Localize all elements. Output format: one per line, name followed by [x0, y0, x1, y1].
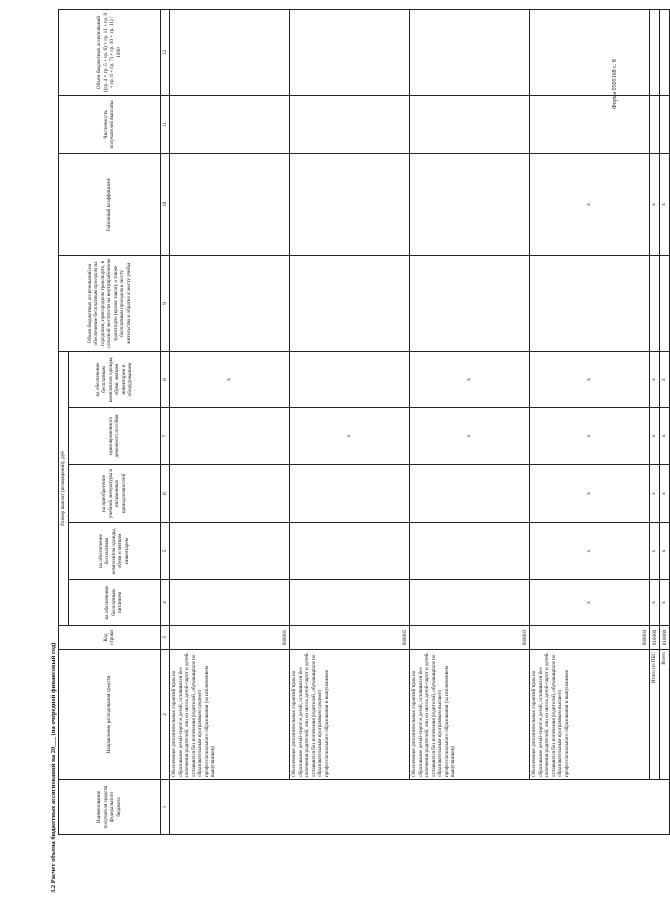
- table-row: [170, 10, 290, 835]
- value-cell: [290, 523, 410, 580]
- direction-cell: Обеспечение дополнительных гарантий прав на образование детей-сирот и детей, оставшихся без попечения родителей, лиц из числа детей-сирот и детей, оставшихся без попечения родителей, обучающихся по образовательным программам среднего профессионального образования и выпускников: [290, 650, 410, 780]
- value-cell: [170, 465, 290, 523]
- col-number: 7: [160, 408, 170, 465]
- total-label: Всего: [660, 650, 670, 780]
- value-cell: [170, 256, 290, 352]
- value-cell: [410, 154, 530, 256]
- header-recipient-name: Наименование получателя средств федерального бюджета: [59, 780, 161, 835]
- value-cell: [410, 10, 530, 96]
- value-cell: [530, 10, 650, 96]
- subtotal-label: Итого по ПБС: [650, 650, 660, 780]
- value-cell: [170, 10, 290, 96]
- value-cell: x: [660, 580, 670, 626]
- value-cell: [410, 523, 530, 580]
- value-cell: x: [530, 465, 650, 523]
- header-clothing: на обеспечение бесплатным комплектом одежды, обуви и мягким инвентарем: [68, 523, 160, 580]
- value-cell: [650, 96, 660, 154]
- value-cell: [530, 256, 650, 352]
- header-direction: Направление расходования средств: [59, 650, 161, 780]
- col-number: 1: [160, 780, 170, 835]
- value-cell: [530, 96, 650, 154]
- value-cell: [410, 465, 530, 523]
- header-regional-coef: Районный коэффициент: [59, 154, 161, 256]
- col-number: 2: [160, 650, 170, 780]
- table-row: [530, 10, 650, 835]
- value-cell: [290, 580, 410, 626]
- budget-calculation-table: [58, 9, 670, 835]
- value-cell: x: [530, 352, 650, 408]
- value-cell: x: [660, 408, 670, 465]
- value-cell: x: [530, 580, 650, 626]
- value-cell: [290, 465, 410, 523]
- table-row: [410, 10, 530, 835]
- value-cell: x: [650, 523, 660, 580]
- value-cell: [170, 154, 290, 256]
- value-cell: x: [650, 465, 660, 523]
- value-cell: x: [660, 154, 670, 256]
- value-cell: [170, 580, 290, 626]
- value-cell: [660, 10, 670, 96]
- col-number: 5: [160, 523, 170, 580]
- header-hostel: на обеспечение бесплатным комплектом одежды, обуви, мягким инвентарем и оборудованием: [68, 352, 160, 408]
- value-cell: x: [660, 523, 670, 580]
- recipient-cell: [170, 780, 670, 835]
- value-cell: x: [650, 352, 660, 408]
- subtotal-row: [650, 10, 660, 835]
- col-number: 9: [160, 256, 170, 352]
- line-code-cell: 000004: [530, 626, 650, 650]
- value-cell: [660, 256, 670, 352]
- value-cell: x: [170, 352, 290, 408]
- value-cell: [650, 10, 660, 96]
- value-cell: x: [290, 408, 410, 465]
- col-number: 8: [160, 352, 170, 408]
- header-total-volume: Объем бюджетных ассигнований ((гр. 4 × гр. 5 + гр. 8) × гр. 11 + гр. 9 + гр. 6 + гр. 7) × гр. 10 + гр. 11) / 1000: [59, 10, 161, 96]
- line-code-cell: 010000: [650, 626, 660, 650]
- value-cell: x: [650, 408, 660, 465]
- value-cell: [290, 352, 410, 408]
- col-number: 3: [160, 626, 170, 650]
- line-code-cell: 000001: [170, 626, 290, 650]
- header-travel: Объем бюджетных ассигнований на обеспечение бесплатным проездом на городском, пригородном транспорте, в сельской местности на внутрирайонном транспорте (кроме такси), а также бесплатным проездом к месту жительства и обратно к месту учебы: [59, 256, 161, 352]
- line-code-cell: 010000: [660, 626, 670, 650]
- value-cell: x: [410, 352, 530, 408]
- value-cell: x: [530, 154, 650, 256]
- col-number: 4: [160, 580, 170, 626]
- value-cell: x: [660, 465, 670, 523]
- header-allowance: единовременного денежного пособия: [68, 408, 160, 465]
- line-code-cell: 000002: [290, 626, 410, 650]
- column-number-row: [160, 10, 170, 835]
- value-cell: [410, 96, 530, 154]
- value-cell: x: [530, 408, 650, 465]
- value-cell: [650, 256, 660, 352]
- col-number: 11: [160, 96, 170, 154]
- value-cell: [410, 256, 530, 352]
- total-row: [660, 10, 670, 835]
- value-cell: [290, 256, 410, 352]
- col-number: 10: [160, 154, 170, 256]
- value-cell: x: [410, 408, 530, 465]
- value-cell: [170, 96, 290, 154]
- direction-cell: Обеспечение дополнительных гарантий прав на образование детей-сирот и детей, оставшихся без попечения родителей, лиц из числа детей-сирот и детей, оставшихся без попечения родителей, обучающихся по образовательным программам высшего профессионального образования (за исключением выпускников): [410, 650, 530, 780]
- header-literature: на приобретение учебной литературы и письменных принадлежностей: [68, 465, 160, 523]
- value-cell: [290, 154, 410, 256]
- header-expense-group: Размер выплат (возмещений), руб: [59, 352, 69, 626]
- table-row: [290, 10, 410, 835]
- value-cell: x: [650, 580, 660, 626]
- value-cell: [660, 96, 670, 154]
- value-cell: [290, 10, 410, 96]
- header-line-code: Код строки: [59, 626, 161, 650]
- col-number: 12: [160, 10, 170, 96]
- section-title: 3.2 Расчет объема бюджетных ассигнований на 20___ (на очередной финансовый год): [50, 642, 57, 893]
- direction-cell: Обеспечение дополнительных гарантий прав на образование детей-сирот и детей, оставшихся без попечения родителей, лиц из числа детей-сирот и детей, оставшихся без попечения родителей, обучающихся по образовательным программам высшего профессионального образования и выпускников: [530, 650, 650, 780]
- value-cell: x: [660, 352, 670, 408]
- header-food: на обеспечение бесплатным питанием: [68, 580, 160, 626]
- value-cell: x: [650, 154, 660, 256]
- line-code-cell: 000003: [410, 626, 530, 650]
- value-cell: x: [530, 523, 650, 580]
- value-cell: [170, 523, 290, 580]
- header-recipients-count: Численность получателей выплаты: [59, 96, 161, 154]
- col-number: 6: [160, 465, 170, 523]
- direction-cell: Обеспечение дополнительных гарантий прав на образование детей-сирот и детей, оставшихся без попечения родителей, лиц из числа детей-сирот и детей, оставшихся без попечения родителей, обучающихся по образовательным программам среднего профессионального образования (за исключением выпускников): [170, 650, 290, 780]
- form-number: Форма 0505168 с. 8: [612, 59, 618, 109]
- value-cell: [290, 96, 410, 154]
- value-cell: [170, 408, 290, 465]
- value-cell: [410, 580, 530, 626]
